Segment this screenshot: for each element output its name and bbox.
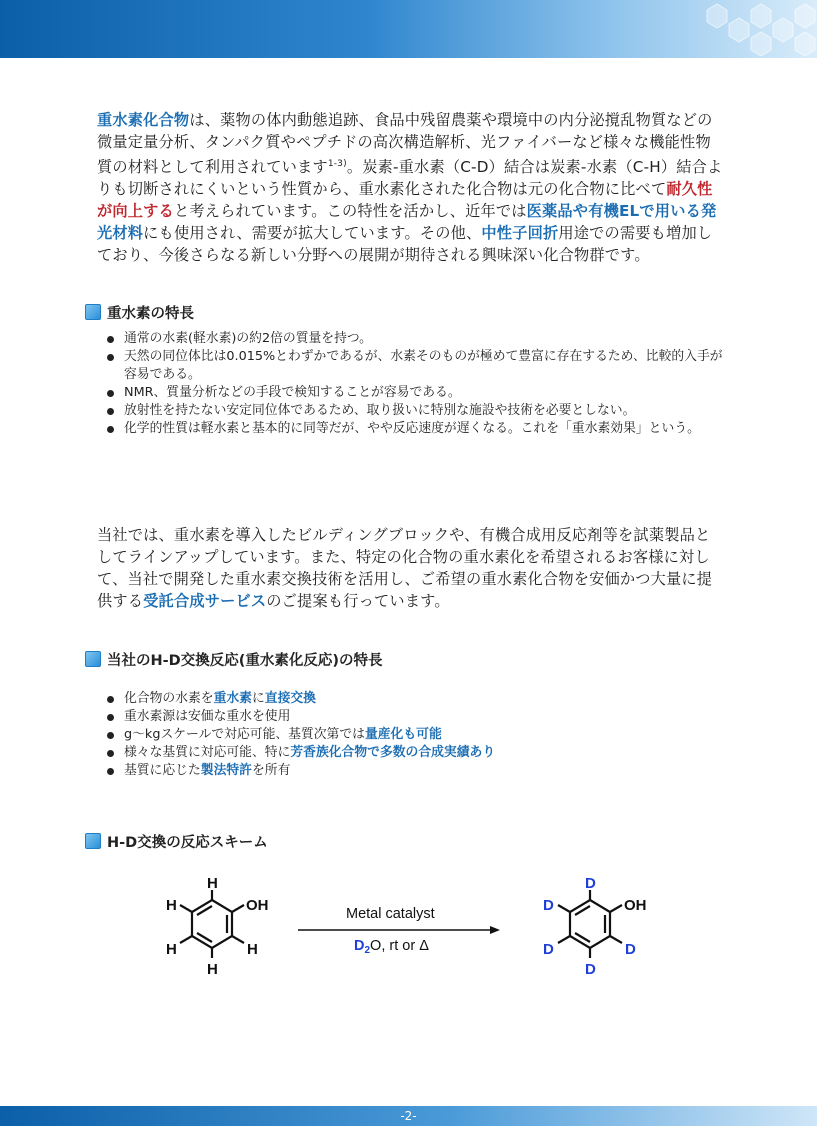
square-bullet-icon <box>85 304 101 320</box>
section-title: 当社のH-D交換反応(重水素化反応)の特長 <box>107 652 383 669</box>
intro-paragraph <box>97 109 725 266</box>
intro-text-4: にも使用され、需要が拡大しています。その他、 <box>143 224 482 243</box>
deuterium-features-list <box>104 330 724 438</box>
list-item: 化合物の水素を重水素に直接交換 <box>104 690 724 708</box>
company-highlight-contract-synthesis: 受託合成サービス <box>143 592 267 610</box>
reactant-label-oh: OH <box>246 897 269 914</box>
reactant-label-h: H <box>166 897 177 914</box>
hexagon-pattern-icon <box>677 0 817 58</box>
product-label-d: D <box>585 875 596 892</box>
reaction-scheme <box>150 868 670 998</box>
product-label-d: D <box>585 961 596 978</box>
intro-highlight-deuterated-compounds: 重水素化合物 <box>97 111 190 129</box>
header-banner <box>0 0 817 58</box>
square-bullet-icon <box>85 651 101 667</box>
product-label-d: D <box>543 897 554 914</box>
section-title: 重水素の特長 <box>107 305 194 322</box>
conditions-rest: O, rt or Δ <box>370 938 429 954</box>
intro-highlight-durability: 耐久性が向上する <box>97 180 713 221</box>
list-item: 基質に応じた製法特許を所有 <box>104 762 724 780</box>
list-item: 天然の同位体比は0.015%とわずかであるが、水素そのものが極めて豊富に存在するため、比較的入手が容易である。 <box>104 348 724 384</box>
product-label-oh: OH <box>624 897 647 914</box>
intro-highlight-neutron: 中性子回折 <box>481 224 559 243</box>
reactant-phenol <box>180 890 244 958</box>
list-item: g～kgスケールで対応可能、基質次第では量産化も可能 <box>104 726 724 744</box>
section-heading-hd-exchange-features <box>85 649 382 669</box>
arrow-head-icon <box>490 926 500 934</box>
company-paragraph <box>97 524 725 612</box>
square-bullet-icon <box>85 833 101 849</box>
list-item: NMR、質量分析などの手段で検知することが容易である。 <box>104 384 724 402</box>
list-item: 化学的性質は軽水素と基本的に同等だが、やや反応速度が遅くなる。これを「重水素効果」という。 <box>104 420 724 438</box>
reactant-label-h: H <box>166 941 177 958</box>
intro-text-1: は、薬物の体内動態追跡、食品中残留農薬や環境中の内分泌撹乱物質などの微量定量分析、タンパク質やペプチドの高次構造解析、光ファイバーなど様々な機能性物質の材料として利用されています <box>97 111 713 177</box>
catalyst-label: Metal catalyst <box>346 906 435 922</box>
section-title: H-D交換の反応スキーム <box>107 834 268 851</box>
d2o-subscript: 2 <box>364 945 371 956</box>
intro-text-2: 。炭素-重水素（C-D）結合は炭素-水素（C-H）結合よりも切断されにくいという性質から、重水素化された化合物は元の化合物に比べて <box>97 158 723 199</box>
section-heading-reaction-scheme <box>85 831 268 851</box>
d2o-d: D <box>354 938 365 954</box>
hd-exchange-features-list <box>104 690 724 780</box>
list-item: 様々な基質に対応可能、特に芳香族化合物で多数の合成実績あり <box>104 744 724 762</box>
list-item: 通常の水素(軽水素)の約2倍の質量を持つ。 <box>104 330 724 348</box>
reactant-label-h: H <box>247 941 258 958</box>
company-text-1: 当社では、重水素を導入したビルディングブロックや、有機合成用反応剤等を試薬製品としてラインアップしています。また、特定の化合物の重水素化を希望されるお客様に対して、当社で開発した重水素交換技術を活用し、ご希望の重水素化合物を安価かつ大量に提供する <box>97 526 713 610</box>
intro-text-5: 用途での需要も増加しており、今後さらなる新しい分野への展開が期待される興味深い化合物群です。 <box>97 224 713 265</box>
product-label-d: D <box>543 941 554 958</box>
intro-text-3: と考えられています。この特性を活かし、近年では <box>173 202 527 221</box>
reference-superscript: 1-3) <box>327 159 347 169</box>
conditions-label <box>354 938 429 956</box>
page-number: -2- <box>400 1109 417 1123</box>
reactant-label-h: H <box>207 875 218 892</box>
list-item: 放射性を持たない安定同位体であるため、取り扱いに特別な施設や技術を必要としない。 <box>104 402 724 420</box>
product-label-d: D <box>625 941 636 958</box>
product-deuterated-phenol <box>558 890 622 958</box>
section-heading-deuterium-features <box>85 302 194 322</box>
list-item: 重水素源は安価な重水を使用 <box>104 708 724 726</box>
reactant-label-h: H <box>207 961 218 978</box>
intro-highlight-oled: 医薬品や有機ELで用いる発光材料 <box>97 202 717 243</box>
company-text-2: のご提案も行っています。 <box>266 592 450 610</box>
